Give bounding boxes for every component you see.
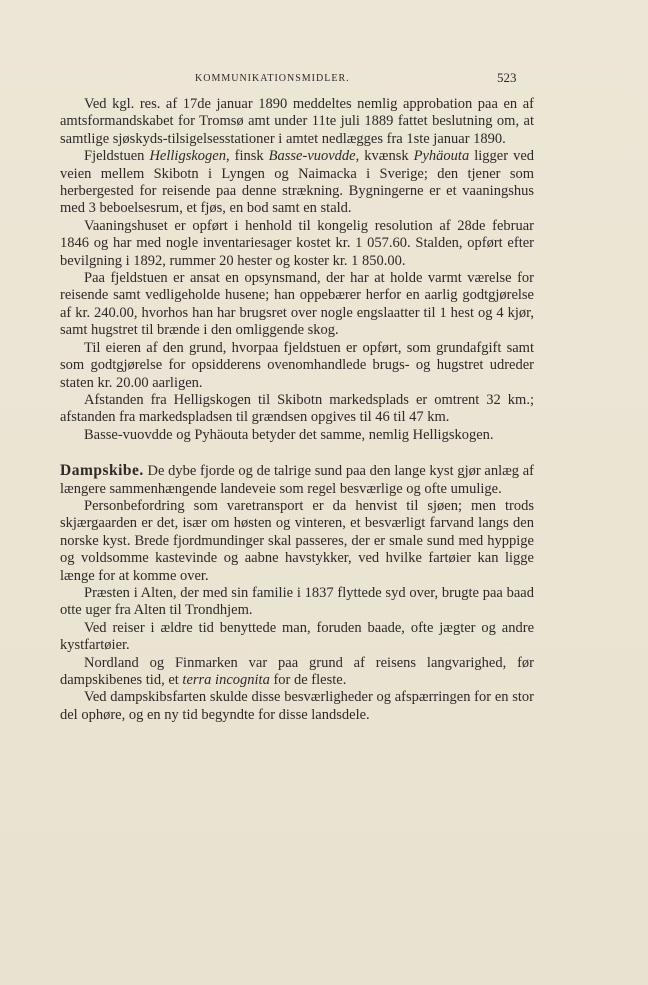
paragraph: Ved kgl. res. af 17de januar 1890 meddeltes nemlig approbation paa en af amtsformandskabet for Tromsø amt under 11te juli 1889 fattet beslutning om, at samtlige sjøskyds-tilsigelsesstationer i amtet nedlægges fra 1ste januar 1890. xyxy=(60,96,534,147)
section-title: Dampskibe. xyxy=(60,462,144,480)
text-run: ligger ved veien mellem Skibotn i Lyngen og Naimacka i Sverige; den tjener som herbergested for reisende paa denne strækning. Bygningerne er et vaaningshus med 3 beboelsesrum, et fjøs, en bod samt en stald. xyxy=(60,148,535,217)
paragraph: Paa fjeldstuen er ansat en opsynsmand, der har at holde varmt værelse for reisende samt vedligeholde husene; han oppebærer herfor en aarlig godtgjørelse af kr. 240.00, hvorhos han har brugsret over nogle engslaatter til 1 hest og 4 kjør, samt hugstret til brænde i den omliggende skog. xyxy=(60,270,534,339)
text-run: De dybe fjorde og de talrige sund paa den lange kyst gjør anlæg af længere sammenhængende landeveie som regel besværlige og ofte umulige. xyxy=(60,463,534,497)
place-name: Pyhäouta xyxy=(413,148,470,165)
paragraph: Basse-vuovdde og Pyhäouta betyder det samme, nemlig Helligskogen. xyxy=(84,426,494,443)
paragraph: Personbefordring som varetransport er da henvist til sjøen; men trods skjærgaarden er det, især om høsten og vinteren, et besværligt farvand langs den norske kyst. Brede fjordmundinger skal passeres, der er smale sund med hyppige og voldsomme kastevinde og aabne havstykker, ved hvilke fartøier kan ligge længe for at komme over. xyxy=(60,497,534,584)
paragraph: Ved dampskibsfarten skulde disse besværligheder og afspærringen for en stor del ophøre, og en ny tid begyndte for disse landsdele. xyxy=(60,689,534,723)
place-name: Helligskogen xyxy=(149,148,226,165)
section-gap xyxy=(60,444,534,462)
text-run: Fjeldstuen xyxy=(84,148,150,165)
paragraph: Ved reiser i ældre tid benyttede man, foruden baade, ofte jægter og andre kystfartøier. xyxy=(60,619,534,654)
text-run: for de fleste. xyxy=(269,672,347,688)
text-run: , kvænsk xyxy=(355,148,414,165)
text-run: , finsk xyxy=(225,148,269,165)
text-run: Nordland og Finmarken var paa grund af reisens langvarighed, før dampskibenes tid, et xyxy=(60,654,534,688)
latin-phrase: terra incognita xyxy=(182,672,270,688)
running-title: KOMMUNIKATIONSMIDLER. xyxy=(195,73,350,84)
page-body xyxy=(60,96,534,724)
paragraph: Vaaningshuset er opført i henhold til kongelig resolution af 28de februar 1846 og har med nogle inventariesager kostet kr. 1 057.60. Stalden, opført efter bevilgning i 1892, rummer 20 hester og koster kr. 1 850.00. xyxy=(60,217,534,269)
paragraph: Afstanden fra Helligskogen til Skibotn markedsplads er omtrent 32 km.; afstanden fra markedspladsen til grændsen opgives til 46 til 47 km. xyxy=(60,391,534,426)
paragraph: Til eieren af den grund, hvorpaa fjeldstuen er opført, som grundafgift samt som godtgjørelse for opsidderens ovenomhandlede brugs- og hugstret udreder staten kr. 20.00 aarligen. xyxy=(60,339,534,391)
paragraph xyxy=(60,462,534,498)
page-number: 523 xyxy=(497,70,517,85)
paragraph xyxy=(60,148,534,218)
place-name: Basse-vuovdde xyxy=(268,148,356,165)
paragraph xyxy=(60,655,534,690)
paragraph: Præsten i Alten, der med sin familie i 1837 flyttede syd over, brugte paa baad otte uger fra Alten til Trondhjem. xyxy=(60,584,534,619)
